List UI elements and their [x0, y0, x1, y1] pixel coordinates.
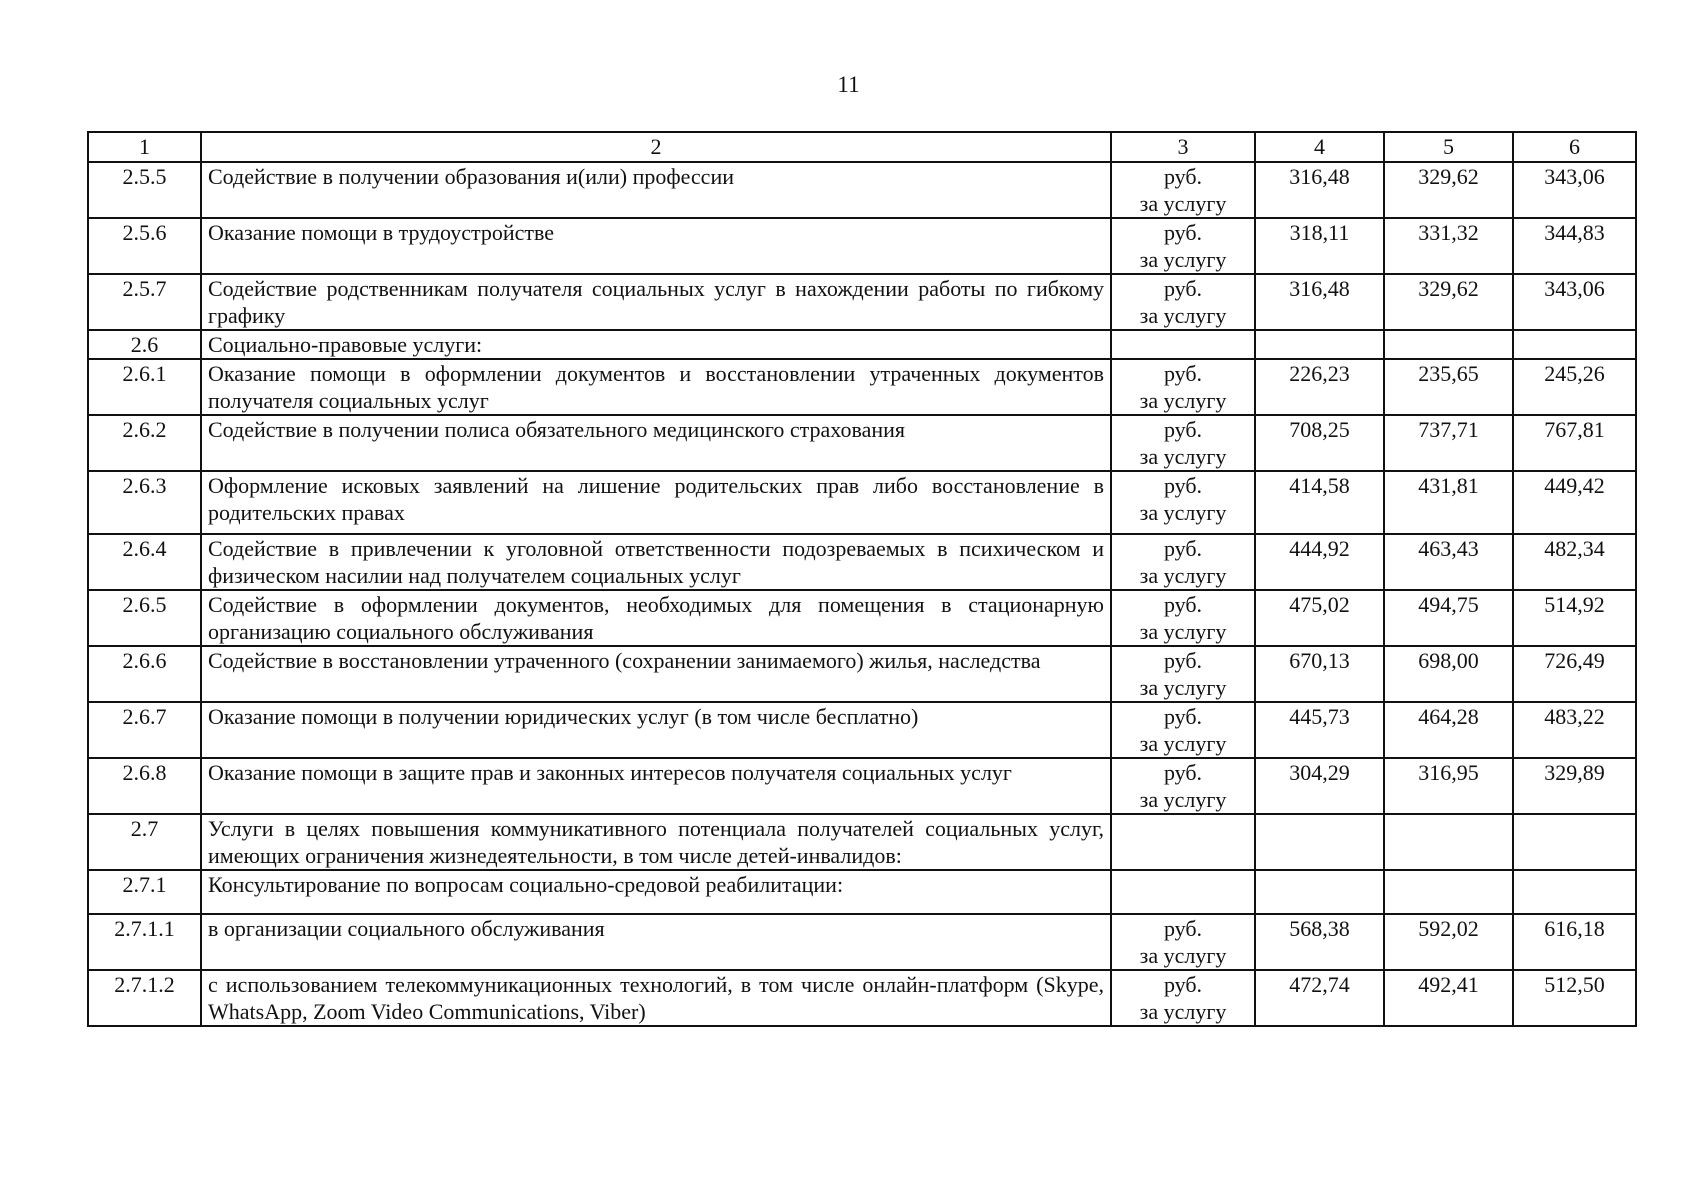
- unit-label-per-service: за услугу: [1139, 999, 1227, 1024]
- unit-label-rub: руб.: [1163, 276, 1203, 301]
- price-year1-cell: 304,29: [1255, 758, 1384, 814]
- table-row: [88, 702, 1636, 758]
- unit-label-rub: руб.: [1163, 164, 1203, 189]
- price-year2-cell: 592,02: [1384, 914, 1513, 970]
- row-number-cell: 2.5.7: [88, 274, 201, 330]
- price-year1-cell: [1255, 870, 1384, 914]
- column-header-4: 4: [1255, 132, 1384, 162]
- price-year2-cell: 698,00: [1384, 646, 1513, 702]
- unit-label-per-service: за услугу: [1139, 619, 1227, 644]
- price-year1-cell: 316,48: [1255, 274, 1384, 330]
- table-row: [88, 218, 1636, 274]
- unit-cell: [1111, 359, 1255, 415]
- table-row: [88, 870, 1636, 914]
- price-year1-cell: 445,73: [1255, 702, 1384, 758]
- service-description-cell: Содействие в восстановлении утраченного (сохранении занимаемого) жилья, наследства: [201, 646, 1111, 702]
- service-description-cell: с использованием телекоммуникационных технологий, в том числе онлайн-платформ (Skype, WhatsApp, Zoom Video Communications, Viber): [201, 970, 1111, 1026]
- table-row: [88, 646, 1636, 702]
- unit-cell: [1111, 162, 1255, 218]
- unit-cell: [1111, 870, 1255, 914]
- table-header-row: [88, 132, 1636, 162]
- unit-label-per-service: за услугу: [1139, 191, 1227, 216]
- row-number-cell: 2.6.4: [88, 534, 201, 590]
- service-description-cell: Консультирование по вопросам социально-средовой реабилитации:: [201, 870, 1111, 914]
- price-year3-cell: 514,92: [1513, 590, 1636, 646]
- price-year3-cell: 616,18: [1513, 914, 1636, 970]
- price-year1-cell: [1255, 814, 1384, 870]
- unit-label-rub: руб.: [1163, 536, 1203, 561]
- unit-label-per-service: за услугу: [1139, 563, 1227, 588]
- column-header-5: 5: [1384, 132, 1513, 162]
- table-row: [88, 274, 1636, 330]
- price-year3-cell: 449,42: [1513, 471, 1636, 534]
- service-description-cell: Содействие в привлечении к уголовной ответственности подозреваемых в психическом и физическом насилии над получателем социальных услуг: [201, 534, 1111, 590]
- unit-label-rub: руб.: [1163, 704, 1203, 729]
- price-year2-cell: 329,62: [1384, 274, 1513, 330]
- price-year3-cell: 512,50: [1513, 970, 1636, 1026]
- column-header-1: 1: [88, 132, 201, 162]
- row-number-cell: 2.7.1.2: [88, 970, 201, 1026]
- unit-label-rub: руб.: [1163, 417, 1203, 442]
- service-description-cell: Содействие родственникам получателя социальных услуг в нахождении работы по гибкому графику: [201, 274, 1111, 330]
- unit-label-per-service: за услугу: [1139, 731, 1227, 756]
- price-year2-cell: 737,71: [1384, 415, 1513, 471]
- price-year2-cell: 331,32: [1384, 218, 1513, 274]
- table-row: [88, 330, 1636, 359]
- service-description-cell: Оформление исковых заявлений на лишение родительских прав либо восстановление в родительских правах: [201, 471, 1111, 534]
- price-year3-cell: 483,22: [1513, 702, 1636, 758]
- table-row: [88, 758, 1636, 814]
- tariff-table: [87, 131, 1637, 1027]
- unit-cell: [1111, 914, 1255, 970]
- unit-label-rub: руб.: [1163, 760, 1203, 785]
- price-year3-cell: 767,81: [1513, 415, 1636, 471]
- service-description-cell: Содействие в получении полиса обязательного медицинского страхования: [201, 415, 1111, 471]
- unit-cell: [1111, 970, 1255, 1026]
- column-header-3: 3: [1111, 132, 1255, 162]
- price-year2-cell: 431,81: [1384, 471, 1513, 534]
- price-year2-cell: 329,62: [1384, 162, 1513, 218]
- row-number-cell: 2.6.6: [88, 646, 201, 702]
- price-year1-cell: 316,48: [1255, 162, 1384, 218]
- unit-label-rub: руб.: [1163, 916, 1203, 941]
- unit-label-per-service: за услугу: [1139, 247, 1227, 272]
- price-year2-cell: 464,28: [1384, 702, 1513, 758]
- service-description-cell: Услуги в целях повышения коммуникативного потенциала получателей социальных услуг, имеющих ограничения жизнедеятельности, в том числе детей-инвалидов:: [201, 814, 1111, 870]
- price-year1-cell: 444,92: [1255, 534, 1384, 590]
- unit-cell: [1111, 534, 1255, 590]
- price-year2-cell: [1384, 814, 1513, 870]
- service-description-cell: Социально-правовые услуги:: [201, 330, 1111, 359]
- price-year3-cell: 482,34: [1513, 534, 1636, 590]
- table-row: [88, 359, 1636, 415]
- page-number: 11: [837, 72, 860, 97]
- unit-cell: [1111, 758, 1255, 814]
- unit-cell: [1111, 471, 1255, 534]
- service-description-cell: Оказание помощи в оформлении документов и восстановлении утраченных документов получателя социальных услуг: [201, 359, 1111, 415]
- price-year2-cell: [1384, 330, 1513, 359]
- service-description-cell: в организации социального обслуживания: [201, 914, 1111, 970]
- service-description-cell: Содействие в оформлении документов, необходимых для помещения в стационарную организацию социального обслуживания: [201, 590, 1111, 646]
- price-year3-cell: 344,83: [1513, 218, 1636, 274]
- price-year1-cell: 318,11: [1255, 218, 1384, 274]
- price-year3-cell: 726,49: [1513, 646, 1636, 702]
- row-number-cell: 2.6: [88, 330, 201, 359]
- table-row: [88, 534, 1636, 590]
- price-year2-cell: 316,95: [1384, 758, 1513, 814]
- unit-label-rub: руб.: [1163, 648, 1203, 673]
- unit-label-per-service: за услугу: [1139, 303, 1227, 328]
- price-year2-cell: 494,75: [1384, 590, 1513, 646]
- price-year2-cell: 235,65: [1384, 359, 1513, 415]
- price-year2-cell: 463,43: [1384, 534, 1513, 590]
- table-row: [88, 471, 1636, 534]
- row-number-cell: 2.7: [88, 814, 201, 870]
- price-year1-cell: 475,02: [1255, 590, 1384, 646]
- row-number-cell: 2.6.5: [88, 590, 201, 646]
- price-year1-cell: [1255, 330, 1384, 359]
- price-year3-cell: [1513, 870, 1636, 914]
- price-year1-cell: 226,23: [1255, 359, 1384, 415]
- table-row: [88, 814, 1636, 870]
- price-year3-cell: 343,06: [1513, 162, 1636, 218]
- price-year3-cell: 329,89: [1513, 758, 1636, 814]
- row-number-cell: 2.6.2: [88, 415, 201, 471]
- price-year1-cell: 472,74: [1255, 970, 1384, 1026]
- price-year2-cell: [1384, 870, 1513, 914]
- service-description-cell: Оказание помощи в трудоустройстве: [201, 218, 1111, 274]
- price-year3-cell: 343,06: [1513, 274, 1636, 330]
- column-header-6: 6: [1513, 132, 1636, 162]
- row-number-cell: 2.6.3: [88, 471, 201, 534]
- row-number-cell: 2.6.1: [88, 359, 201, 415]
- table-row: [88, 415, 1636, 471]
- price-year1-cell: 708,25: [1255, 415, 1384, 471]
- row-number-cell: 2.5.5: [88, 162, 201, 218]
- table-row: [88, 970, 1636, 1026]
- table-row: [88, 590, 1636, 646]
- unit-cell: [1111, 702, 1255, 758]
- price-year1-cell: 414,58: [1255, 471, 1384, 534]
- unit-label-per-service: за услугу: [1139, 675, 1227, 700]
- unit-label-rub: руб.: [1163, 592, 1203, 617]
- row-number-cell: 2.6.7: [88, 702, 201, 758]
- row-number-cell: 2.6.8: [88, 758, 201, 814]
- unit-label-per-service: за услугу: [1139, 388, 1227, 413]
- unit-cell: [1111, 646, 1255, 702]
- unit-cell: [1111, 330, 1255, 359]
- service-description-cell: Оказание помощи в защите прав и законных интересов получателя социальных услуг: [201, 758, 1111, 814]
- row-number-cell: 2.7.1.1: [88, 914, 201, 970]
- table-row: [88, 914, 1636, 970]
- unit-label-rub: руб.: [1163, 972, 1203, 997]
- row-number-cell: 2.7.1: [88, 870, 201, 914]
- price-year1-cell: 670,13: [1255, 646, 1384, 702]
- unit-label-per-service: за услугу: [1139, 444, 1227, 469]
- unit-label-per-service: за услугу: [1139, 787, 1227, 812]
- unit-label-per-service: за услугу: [1139, 943, 1227, 968]
- service-description-cell: Оказание помощи в получении юридических услуг (в том числе бесплатно): [201, 702, 1111, 758]
- price-year3-cell: 245,26: [1513, 359, 1636, 415]
- unit-cell: [1111, 218, 1255, 274]
- price-year3-cell: [1513, 814, 1636, 870]
- unit-label-rub: руб.: [1163, 361, 1203, 386]
- table-row: [88, 162, 1636, 218]
- service-description-cell: Содействие в получении образования и(или) профессии: [201, 162, 1111, 218]
- column-header-2: 2: [201, 132, 1111, 162]
- tariff-table-body: [88, 132, 1636, 1026]
- unit-cell: [1111, 274, 1255, 330]
- price-year2-cell: 492,41: [1384, 970, 1513, 1026]
- price-year3-cell: [1513, 330, 1636, 359]
- unit-cell: [1111, 814, 1255, 870]
- unit-label-rub: руб.: [1163, 473, 1203, 498]
- unit-label-rub: руб.: [1163, 220, 1203, 245]
- unit-label-per-service: за услугу: [1139, 500, 1227, 525]
- price-year1-cell: 568,38: [1255, 914, 1384, 970]
- row-number-cell: 2.5.6: [88, 218, 201, 274]
- unit-cell: [1111, 590, 1255, 646]
- unit-cell: [1111, 415, 1255, 471]
